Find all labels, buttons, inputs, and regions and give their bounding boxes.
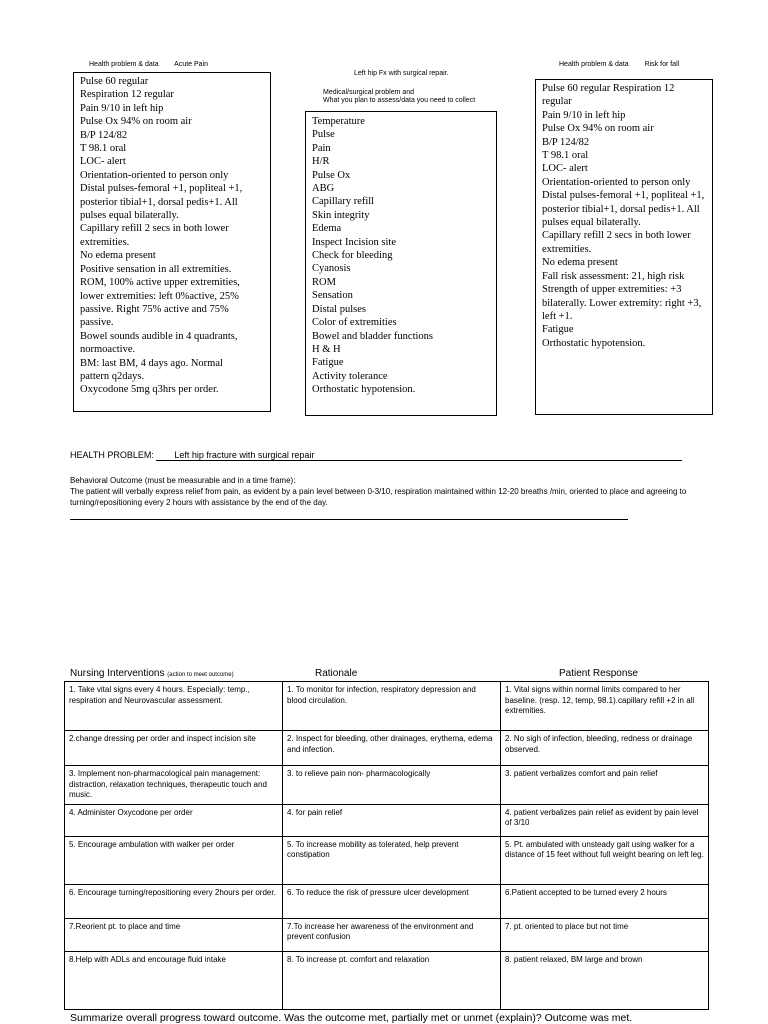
left-line: Orientation-oriented to person only <box>80 169 229 181</box>
left-line: passive. Right 75% active and 75% <box>80 303 229 315</box>
center-line: H & H <box>312 343 341 355</box>
left-line: normoactive. <box>80 344 136 356</box>
left-line: B/P 124/82 <box>80 129 128 141</box>
intervention-cell: 1. Take vital signs every 4 hours. Especially: temp., respiration and Neurovascular assessment. <box>65 682 283 731</box>
table-row <box>65 804 709 836</box>
right-line: Pulse 60 regular Respiration 12 regular <box>542 83 675 108</box>
right-panel-label <box>559 61 679 68</box>
center-line: Cyanosis <box>312 263 351 275</box>
behavioral-outcome-text: The patient will verbally express relief from pain, as evident by a pain level between 0-3/10, respiration maintained within 12-20 breaths /min, oriented to place and agreeing to turning/repositioning every 2 hours with assistance by the end of the day. <box>70 487 687 507</box>
left-line: Oxycodone 5mg q3hrs per order. <box>80 384 219 396</box>
center-line: H/R <box>312 156 330 168</box>
response-cell: 7. pt. oriented to place but not time <box>501 918 709 951</box>
response-cell: 3. patient verbalizes comfort and pain relief <box>501 766 709 805</box>
center-line: Orthostatic hypotension. <box>312 384 416 396</box>
summary-text: Summarize overall progress toward outcome. Was the outcome met, partially met or unmet (explain)? Outcome was met. <box>70 1012 633 1024</box>
left-line: posterior tibial+1, dorsal pedis+1. All <box>80 196 238 208</box>
intervention-cell: 6. Encourage turning/repositioning every 2hours per order. <box>65 884 283 918</box>
rationale-cell: 7.To increase her awareness of the environment and prevent confusion <box>283 918 501 951</box>
right-line: Fatigue <box>542 324 574 336</box>
center-line: Pulse <box>312 129 335 141</box>
response-cell: 4. patient verbalizes pain relief as evident by pain level of 3/10 <box>501 804 709 836</box>
response-cell: 2. No sigh of infection, bleeding, redness or drainage observed. <box>501 731 709 766</box>
rationale-cell: 5. To increase mobility as tolerated, help prevent constipation <box>283 836 501 884</box>
center-line: Activity tolerance <box>312 370 388 382</box>
left-line: pulses equal bilaterally. <box>80 210 179 222</box>
left-line: Distal pulses-femoral +1, popliteal +1, <box>80 183 243 195</box>
right-data-box <box>535 79 713 415</box>
left-line: Capillary refill 2 secs in both lower <box>80 223 229 235</box>
table-row <box>65 918 709 951</box>
center-panel-label-a: Medical/surgical problem and <box>323 89 415 96</box>
left-line: Bowel sounds audible in 4 quadrants, <box>80 330 238 342</box>
center-line: Sensation <box>312 290 353 302</box>
outcome-underline <box>70 519 628 520</box>
right-line: No edema present <box>542 257 618 269</box>
response-cell: 6.Patient accepted to be turned every 2 hours <box>501 884 709 918</box>
left-line: Pain 9/10 in left hip <box>80 102 164 114</box>
left-line: pattern q2days. <box>80 370 145 382</box>
left-line: BM: last BM, 4 days ago. Normal <box>80 357 223 369</box>
rationale-cell: 3. to relieve pain non- pharmacologically <box>283 766 501 805</box>
left-line: Positive sensation in all extremities. <box>80 263 232 275</box>
health-problem-row <box>70 450 682 461</box>
left-line: No edema present <box>80 250 156 262</box>
center-line: Check for bleeding <box>312 250 393 262</box>
right-line: T 98.1 oral <box>542 150 589 162</box>
response-cell: 5. Pt. ambulated with unsteady gait using walker for a distance of 15 feet without full weight bearing on left leg. <box>501 836 709 884</box>
table-row <box>65 951 709 1009</box>
right-line: Fall risk assessment: 21, high risk <box>542 270 685 282</box>
right-line: Strength of upper extremities: +3 bilaterally. Lower extremity: right +3, left +1. <box>542 284 702 322</box>
right-line: LOC- alert <box>542 163 588 175</box>
left-line: Respiration 12 regular <box>80 89 174 101</box>
left-line: passive. <box>80 317 114 329</box>
right-line: B/P 124/82 <box>542 136 590 148</box>
interventions-header <box>70 668 234 679</box>
left-panel-label <box>89 61 208 68</box>
right-line: Capillary refill 2 secs in both lower extremities. <box>542 230 691 255</box>
right-panel-label-a: Health problem & data <box>559 61 629 68</box>
center-line: Skin integrity <box>312 209 370 221</box>
left-line: Pulse Ox 94% on room air <box>80 116 192 128</box>
center-line: Color of extremities <box>312 317 397 329</box>
center-line: ROM <box>312 276 336 288</box>
center-line: Pain <box>312 142 331 154</box>
right-line: Pulse Ox 94% on room air <box>542 123 654 135</box>
left-line: extremities. <box>80 236 130 248</box>
center-panel-label-b: What you plan to assess/data you need to collect <box>323 97 476 104</box>
rationale-cell: 2. Inspect for bleeding, other drainages, erythema, edema and infection. <box>283 731 501 766</box>
table-row <box>65 836 709 884</box>
left-panel-label-b: Acute Pain <box>174 61 209 68</box>
table-row <box>65 682 709 731</box>
center-line: Fatigue <box>312 357 344 369</box>
center-line: Bowel and bladder functions <box>312 330 434 342</box>
intervention-cell: 8.Help with ADLs and encourage fluid intake <box>65 951 283 1009</box>
center-line: ABG <box>312 183 335 195</box>
center-line: Edema <box>312 223 342 235</box>
behavioral-outcome-label: Behavioral Outcome (must be measurable and in a time frame): <box>70 476 296 485</box>
center-data-box <box>305 111 497 416</box>
center-line: Distal pulses <box>312 303 366 315</box>
left-panel-label-a: Health problem & data <box>89 61 159 68</box>
left-line: Pulse 60 regular <box>80 76 149 87</box>
rationale-cell: 4. for pain relief <box>283 804 501 836</box>
center-line: Capillary refill <box>312 196 375 208</box>
center-line: Pulse Ox <box>312 169 351 181</box>
left-line: LOC- alert <box>80 156 126 168</box>
table-row <box>65 884 709 918</box>
left-line: T 98.1 oral <box>80 143 127 155</box>
rationale-cell: 8. To increase pt. comfort and relaxation <box>283 951 501 1009</box>
interventions-header-label: Nursing Interventions <box>70 668 165 679</box>
center-panel-title: Left hip Fx with surgical repair. <box>354 70 449 77</box>
left-line: ROM, 100% active upper extremities, <box>80 277 240 289</box>
intervention-cell: 3. Implement non-pharmacological pain management: distraction, relaxation techniques, therapeutic touch and music. <box>65 766 283 805</box>
response-header: Patient Response <box>559 668 638 679</box>
intervention-cell: 7.Reorient pt. to place and time <box>65 918 283 951</box>
interventions-header-note: (action to meet outcome) <box>167 672 234 678</box>
care-plan-table <box>64 681 709 1010</box>
response-cell: 1. Vital signs within normal limits compared to her baseline. (resp. 12, temp, 98.1).capillary refill +2 in all extremities. <box>501 682 709 731</box>
intervention-cell: 4. Administer Oxycodone per order <box>65 804 283 836</box>
right-panel-label-b: Risk for fall <box>644 61 680 68</box>
intervention-cell: 5. Encourage ambulation with walker per order <box>65 836 283 884</box>
rationale-cell: 1. To monitor for infection, respiratory depression and blood circulation. <box>283 682 501 731</box>
left-line: lower extremities: left 0%active, 25% <box>80 290 239 302</box>
intervention-cell: 2.change dressing per order and inspect incision site <box>65 731 283 766</box>
right-line: Orientation-oriented to person only <box>542 176 691 188</box>
right-line: Distal pulses-femoral +1, popliteal +1, posterior tibial+1, dorsal pedis+1. All pulses equal bilaterally. <box>542 190 705 229</box>
right-line: Pain 9/10 in left hip <box>542 109 626 121</box>
response-cell: 8. patient relaxed, BM large and brown <box>501 951 709 1009</box>
health-problem-value: Left hip fracture with surgical repair <box>156 450 682 461</box>
table-row <box>65 766 709 805</box>
center-line: Inspect Incision site <box>312 236 396 248</box>
rationale-cell: 6. To reduce the risk of pressure ulcer development <box>283 884 501 918</box>
left-data-box <box>73 72 271 412</box>
health-problem-label: HEALTH PROBLEM: <box>70 450 154 460</box>
table-row <box>65 731 709 766</box>
right-line: Orthostatic hypotension. <box>542 337 646 349</box>
rationale-header: Rationale <box>315 668 358 679</box>
center-line: Temperature <box>312 116 365 127</box>
